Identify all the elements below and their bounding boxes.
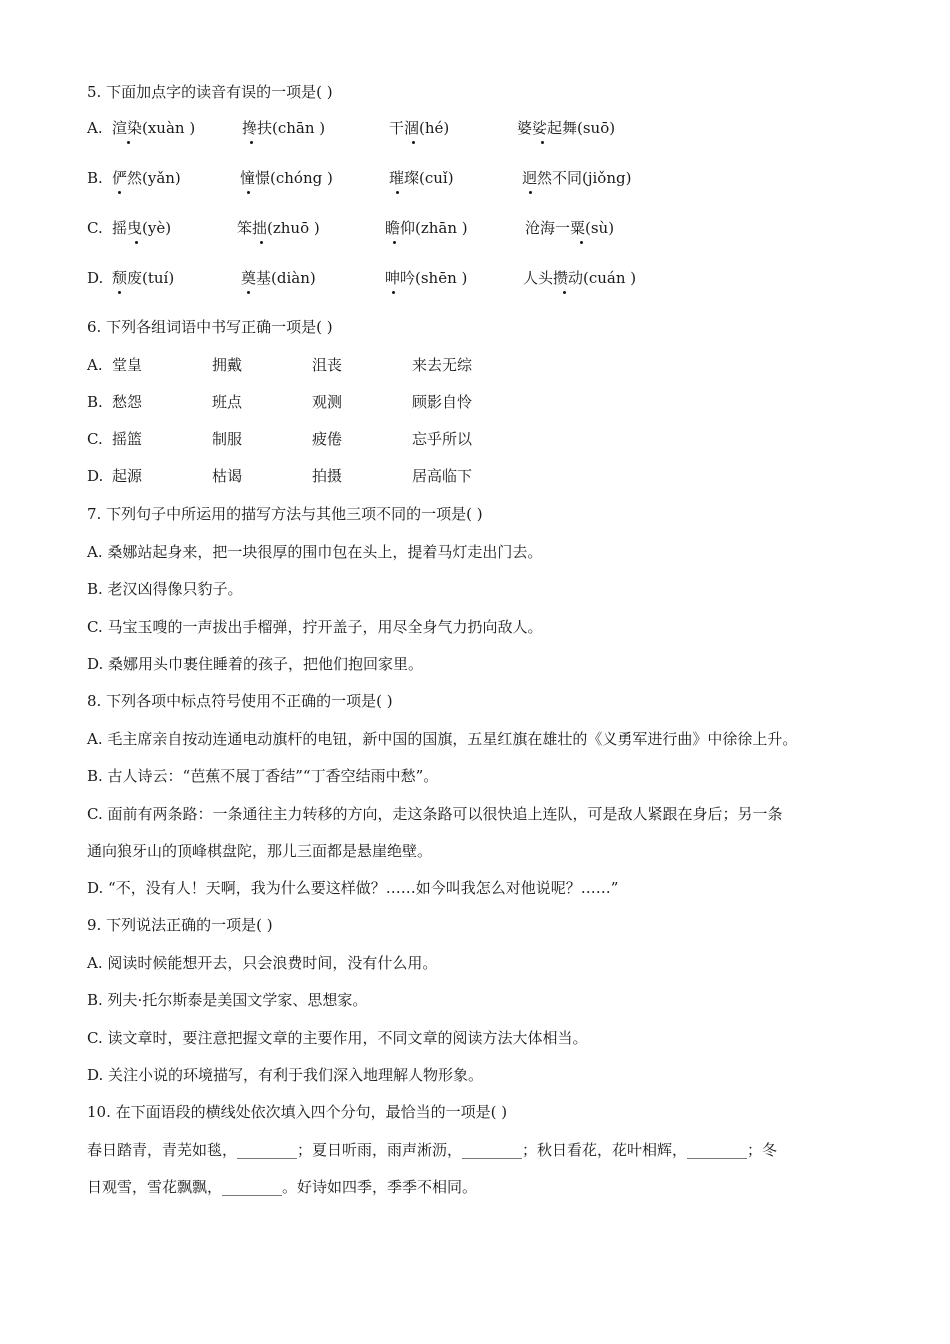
q5-d-item-2: 奠基(diàn): [241, 269, 316, 287]
q5-a-item-1: 渲染(xuàn ): [112, 119, 196, 137]
q5-option-d: [87, 268, 103, 288]
q8-option-b: B. 古人诗云：“芭蕉不展丁香结”“丁香空结雨中愁”。: [87, 767, 439, 785]
question-6-stem: 6. 下列各组词语中书写正确一项是( ): [87, 318, 333, 336]
q8-option-a: A. 毛主席亲自按动连通电动旗杆的电钮，新中国的国旗，五星红旗在雄壮的《义勇军进行曲》中徐徐上升。: [87, 730, 798, 748]
q6-a-word-4: 来去无综: [412, 356, 473, 374]
q6-a-word-3: 沮丧: [312, 356, 343, 374]
question-7-stem: 7. 下列句子中所运用的描写方法与其他三项不同的一项是( ): [87, 505, 483, 523]
q6-c-word-2: 制服: [212, 430, 243, 448]
emphasis-dot: [118, 291, 121, 294]
q5-a-item-3: 干涸(hé): [389, 119, 450, 137]
q5-c-item-3: 瞻仰(zhān ): [385, 219, 468, 237]
q9-option-b: B. 列夫·托尔斯泰是美国文学家、思想家。: [87, 991, 368, 1009]
q10-passage-line2: 日观雪，雪花飘飘，________。好诗如四季，季季不相同。: [87, 1178, 478, 1196]
emphasis-dot: [250, 141, 253, 144]
q5-b-item-1: 俨然(yǎn): [112, 169, 181, 187]
q5-option-c: [87, 218, 103, 238]
q5-d-item-1: 颓废(tuí): [112, 269, 175, 287]
q6-option-b-letter: B.: [87, 393, 103, 411]
emphasis-dot: [127, 141, 130, 144]
emphasis-dot: [247, 191, 250, 194]
emphasis-dot: [135, 241, 138, 244]
q6-b-word-3: 观测: [312, 393, 343, 411]
q6-b-word-1: 愁怨: [112, 393, 143, 411]
q6-c-word-1: 摇篮: [112, 430, 143, 448]
q5-a-item-2: 搀扶(chān ): [242, 119, 326, 137]
q6-b-word-4: 顾影自怜: [412, 393, 473, 411]
q6-d-word-4: 居高临下: [412, 467, 473, 485]
emphasis-dot: [393, 241, 396, 244]
q6-a-word-1: 堂皇: [112, 356, 143, 374]
q6-c-word-4: 忘乎所以: [412, 430, 473, 448]
q6-option-c-letter: C.: [87, 430, 103, 448]
question-5-stem: 5. 下面加点字的读音有误的一项是( ): [87, 83, 333, 101]
q5-b-item-3: 璀璨(cuǐ): [389, 169, 454, 187]
q7-option-d: D. 桑娜用头巾裹住睡着的孩子，把他们抱回家里。: [87, 655, 424, 673]
q9-option-a: A. 阅读时候能想开去，只会浪费时间，没有什么用。: [87, 954, 438, 972]
question-8-stem: 8. 下列各项中标点符号使用不正确的一项是( ): [87, 692, 393, 710]
emphasis-dot: [260, 241, 263, 244]
q6-option-d-letter: D.: [87, 467, 104, 485]
question-9-stem: 9. 下列说法正确的一项是( ): [87, 916, 273, 934]
q10-passage-line1: 春日踏青，青芜如毯，________；夏日听雨，雨声淅沥，________；秋日看花，花叶相辉，________；冬: [87, 1141, 778, 1159]
q6-d-word-2: 枯谒: [212, 467, 243, 485]
q6-d-word-1: 起源: [112, 467, 143, 485]
q5-c-item-2: 笨拙(zhuō ): [237, 219, 320, 237]
q6-option-a-letter: A.: [87, 356, 103, 374]
q5-d-item-4: 人头攒动(cuán ): [523, 269, 637, 287]
q5-b-item-2: 憧憬(chóng ): [240, 169, 333, 187]
q6-b-word-2: 班点: [212, 393, 243, 411]
emphasis-dot: [529, 191, 532, 194]
q7-option-a: A. 桑娜站起身来，把一块很厚的围巾包在头上，提着马灯走出门去。: [87, 543, 543, 561]
q6-d-word-3: 拍摄: [312, 467, 343, 485]
q8-option-c-line2: 通向狼牙山的顶峰棋盘陀，那儿三面都是悬崖绝壁。: [87, 842, 433, 860]
option-letter: A.: [87, 119, 103, 137]
q9-option-d: D. 关注小说的环境描写，有利于我们深入地理解人物形象。: [87, 1066, 484, 1084]
q8-option-d: D. “不，没有人！天啊，我为什么要这样做？……如今叫我怎么对他说呢？……”: [87, 879, 619, 897]
emphasis-dot: [396, 191, 399, 194]
q7-option-c: C. 马宝玉嗖的一声拔出手榴弹，拧开盖子，用尽全身气力扔向敌人。: [87, 618, 543, 636]
emphasis-dot: [541, 141, 544, 144]
option-letter: B.: [87, 169, 103, 187]
q5-b-item-4: 迥然不同(jiǒng): [522, 169, 632, 187]
emphasis-dot: [563, 291, 566, 294]
q6-c-word-3: 疲倦: [312, 430, 343, 448]
q8-option-c-line1: C. 面前有两条路：一条通往主力转移的方向，走这条路可以很快追上连队，可是敌人紧跟在身后；另一条: [87, 805, 783, 823]
emphasis-dot: [412, 141, 415, 144]
q5-option-b: [87, 168, 103, 188]
q7-option-b: B. 老汉凶得像只豹子。: [87, 580, 243, 598]
q9-option-c: C. 读文章时，要注意把握文章的主要作用，不同文章的阅读方法大体相当。: [87, 1029, 588, 1047]
q5-option-a: [87, 118, 103, 138]
emphasis-dot: [392, 291, 395, 294]
q5-d-item-3: 呻吟(shēn ): [385, 269, 468, 287]
q5-a-item-4: 婆娑起舞(suō): [517, 119, 616, 137]
q5-c-item-1: 摇曳(yè): [112, 219, 172, 237]
option-letter: D.: [87, 269, 104, 287]
q5-c-item-4: 沧海一粟(sù): [525, 219, 615, 237]
option-letter: C.: [87, 219, 103, 237]
q6-a-word-2: 拥戴: [212, 356, 243, 374]
question-10-stem: 10. 在下面语段的横线处依次填入四个分句，最恰当的一项是( ): [87, 1103, 508, 1121]
emphasis-dot: [580, 241, 583, 244]
emphasis-dot: [118, 191, 121, 194]
emphasis-dot: [247, 291, 250, 294]
